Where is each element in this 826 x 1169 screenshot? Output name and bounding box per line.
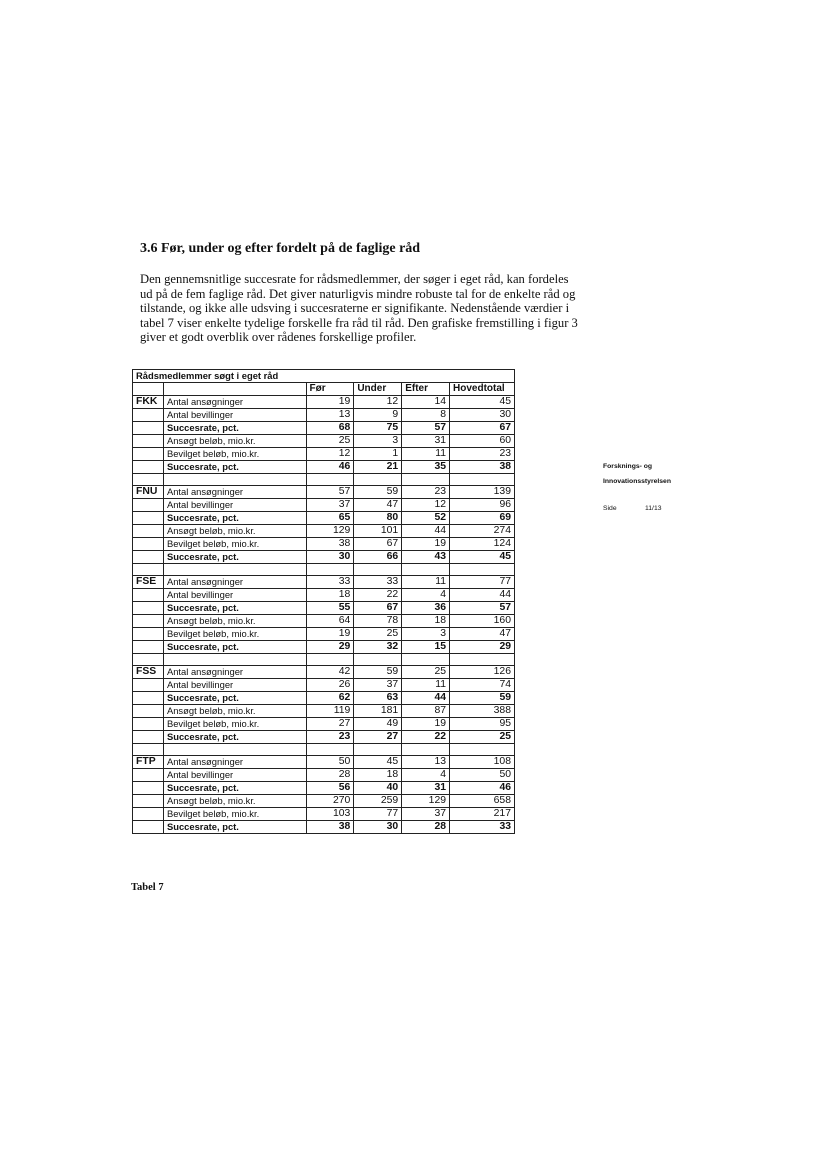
value-cell: 60 [450,435,515,448]
value-cell: 74 [450,679,515,692]
value-cell: 78 [354,615,402,628]
value-cell: 47 [450,628,515,641]
group-cell [133,641,164,654]
value-cell: 108 [450,756,515,769]
value-cell: 217 [450,808,515,821]
value-cell: 126 [450,666,515,679]
value-cell: 139 [450,486,515,499]
value-cell: 11 [402,448,450,461]
value-cell: 23 [450,448,515,461]
empty-cell [402,564,450,576]
empty-cell [306,744,354,756]
empty-cell [133,744,164,756]
value-cell: 25 [306,435,354,448]
value-cell: 37 [354,679,402,692]
value-cell: 28 [402,821,450,834]
group-cell [133,782,164,795]
section-heading: 3.6 Før, under og efter fordelt på de faglige råd [140,241,421,256]
value-cell: 43 [402,551,450,564]
spacer-row [133,654,515,666]
group-cell [133,718,164,731]
value-cell: 36 [402,602,450,615]
table-row [133,769,515,782]
value-cell: 129 [402,795,450,808]
value-cell: 46 [306,461,354,474]
value-cell: 59 [354,666,402,679]
table-row [133,602,515,615]
column-header: Under [354,383,402,396]
group-cell [133,512,164,525]
empty-cell [133,474,164,486]
value-cell: 181 [354,705,402,718]
row-label: Bevilget beløb, mio.kr. [163,448,306,461]
table-row [133,628,515,641]
value-cell: 50 [306,756,354,769]
value-cell: 25 [450,731,515,744]
row-label: Succesrate, pct. [163,641,306,654]
row-label: Succesrate, pct. [163,692,306,705]
value-cell: 29 [450,641,515,654]
table-row [133,448,515,461]
value-cell: 27 [354,731,402,744]
value-cell: 59 [354,486,402,499]
spacer-row [133,474,515,486]
group-cell [133,589,164,602]
group-cell [133,769,164,782]
page-label: Side [603,505,617,512]
empty-cell [354,564,402,576]
empty-cell [163,744,306,756]
value-cell: 8 [402,409,450,422]
group-cell [133,795,164,808]
column-header: Hovedtotal [450,383,515,396]
group-cell [133,602,164,615]
value-cell: 77 [450,576,515,589]
table-row [133,396,515,409]
value-cell: 12 [402,499,450,512]
value-cell: 33 [450,821,515,834]
row-label: Antal bevillinger [163,589,306,602]
empty-cell [450,474,515,486]
value-cell: 69 [450,512,515,525]
value-cell: 11 [402,576,450,589]
empty-cell [133,654,164,666]
group-code: FTP [133,756,164,769]
value-cell: 37 [306,499,354,512]
table-row [133,679,515,692]
value-cell: 33 [306,576,354,589]
group-code: FKK [133,396,164,409]
value-cell: 62 [306,692,354,705]
group-cell [133,615,164,628]
header-empty-cell [133,383,164,396]
table-row [133,782,515,795]
value-cell: 31 [402,435,450,448]
group-code: FNU [133,486,164,499]
value-cell: 44 [450,589,515,602]
empty-cell [306,474,354,486]
value-cell: 67 [354,602,402,615]
spacer-row [133,744,515,756]
row-label: Antal bevillinger [163,679,306,692]
row-label: Ansøgt beløb, mio.kr. [163,615,306,628]
value-cell: 274 [450,525,515,538]
header-empty-cell [163,383,306,396]
value-cell: 11 [402,679,450,692]
value-cell: 3 [354,435,402,448]
table-row [133,666,515,679]
value-cell: 27 [306,718,354,731]
row-label: Antal ansøgninger [163,756,306,769]
column-header: Efter [402,383,450,396]
value-cell: 23 [306,731,354,744]
table-row [133,808,515,821]
value-cell: 59 [450,692,515,705]
empty-cell [354,474,402,486]
table-row [133,821,515,834]
value-cell: 57 [402,422,450,435]
group-cell [133,679,164,692]
empty-cell [163,564,306,576]
value-cell: 15 [402,641,450,654]
row-label: Bevilget beløb, mio.kr. [163,718,306,731]
group-cell [133,628,164,641]
value-cell: 50 [450,769,515,782]
value-cell: 42 [306,666,354,679]
group-cell [133,435,164,448]
value-cell: 23 [402,486,450,499]
value-cell: 38 [306,538,354,551]
group-code: FSE [133,576,164,589]
empty-cell [450,744,515,756]
data-table [132,369,515,834]
empty-cell [402,654,450,666]
value-cell: 18 [402,615,450,628]
row-label: Bevilget beløb, mio.kr. [163,808,306,821]
group-cell [133,705,164,718]
empty-cell [306,564,354,576]
value-cell: 67 [450,422,515,435]
value-cell: 35 [402,461,450,474]
row-label: Succesrate, pct. [163,422,306,435]
row-label: Antal bevillinger [163,409,306,422]
row-label: Succesrate, pct. [163,461,306,474]
column-header: Før [306,383,354,396]
value-cell: 32 [354,641,402,654]
group-code: FSS [133,666,164,679]
value-cell: 77 [354,808,402,821]
table-row [133,795,515,808]
row-label: Ansøgt beløb, mio.kr. [163,705,306,718]
empty-cell [163,654,306,666]
row-label: Succesrate, pct. [163,782,306,795]
value-cell: 38 [450,461,515,474]
group-cell [133,422,164,435]
value-cell: 66 [354,551,402,564]
value-cell: 45 [450,551,515,564]
page-indicator [603,505,662,512]
table-row [133,692,515,705]
value-cell: 87 [402,705,450,718]
empty-cell [133,564,164,576]
value-cell: 30 [306,551,354,564]
row-label: Succesrate, pct. [163,602,306,615]
value-cell: 95 [450,718,515,731]
spacer-row [133,564,515,576]
value-cell: 13 [402,756,450,769]
value-cell: 63 [354,692,402,705]
value-cell: 52 [402,512,450,525]
table-row [133,461,515,474]
row-label: Ansøgt beløb, mio.kr. [163,795,306,808]
table-row [133,499,515,512]
empty-cell [402,744,450,756]
value-cell: 388 [450,705,515,718]
table-row [133,435,515,448]
row-label: Ansøgt beløb, mio.kr. [163,435,306,448]
table-row [133,756,515,769]
table-row [133,731,515,744]
row-label: Antal ansøgninger [163,486,306,499]
group-cell [133,692,164,705]
value-cell: 47 [354,499,402,512]
value-cell: 13 [306,409,354,422]
table-row [133,589,515,602]
row-label: Succesrate, pct. [163,731,306,744]
row-label: Antal ansøgninger [163,576,306,589]
value-cell: 44 [402,692,450,705]
value-cell: 26 [306,679,354,692]
value-cell: 119 [306,705,354,718]
table-caption-row [133,370,515,383]
group-cell [133,808,164,821]
value-cell: 4 [402,589,450,602]
group-cell [133,409,164,422]
value-cell: 18 [306,589,354,602]
value-cell: 22 [354,589,402,602]
empty-cell [354,744,402,756]
value-cell: 33 [354,576,402,589]
value-cell: 19 [306,628,354,641]
value-cell: 67 [354,538,402,551]
value-cell: 45 [354,756,402,769]
value-cell: 80 [354,512,402,525]
value-cell: 12 [354,396,402,409]
group-cell [133,525,164,538]
empty-cell [450,654,515,666]
value-cell: 44 [402,525,450,538]
table-header-row [133,383,515,396]
row-label: Antal ansøgninger [163,396,306,409]
group-cell [133,499,164,512]
value-cell: 49 [354,718,402,731]
table-row [133,538,515,551]
row-label: Bevilget beløb, mio.kr. [163,628,306,641]
value-cell: 101 [354,525,402,538]
table-row [133,641,515,654]
value-cell: 160 [450,615,515,628]
table-row [133,718,515,731]
group-cell [133,731,164,744]
value-cell: 21 [354,461,402,474]
table-row [133,486,515,499]
table-label: Tabel 7 [131,882,164,893]
value-cell: 3 [402,628,450,641]
value-cell: 96 [450,499,515,512]
page-number: 11/13 [645,505,662,512]
value-cell: 75 [354,422,402,435]
value-cell: 38 [306,821,354,834]
row-label: Antal bevillinger [163,769,306,782]
table-row [133,705,515,718]
value-cell: 45 [450,396,515,409]
empty-cell [450,564,515,576]
table-caption: Rådsmedlemmer søgt i eget råd [133,370,515,383]
value-cell: 55 [306,602,354,615]
group-cell [133,448,164,461]
table-row [133,512,515,525]
value-cell: 25 [402,666,450,679]
value-cell: 103 [306,808,354,821]
table-row [133,615,515,628]
value-cell: 658 [450,795,515,808]
value-cell: 30 [354,821,402,834]
table-row [133,422,515,435]
value-cell: 12 [306,448,354,461]
table-row [133,576,515,589]
row-label: Ansøgt beløb, mio.kr. [163,525,306,538]
value-cell: 56 [306,782,354,795]
value-cell: 14 [402,396,450,409]
empty-cell [402,474,450,486]
value-cell: 46 [450,782,515,795]
value-cell: 19 [402,538,450,551]
value-cell: 65 [306,512,354,525]
value-cell: 57 [306,486,354,499]
value-cell: 64 [306,615,354,628]
table-row [133,525,515,538]
value-cell: 19 [306,396,354,409]
value-cell: 4 [402,769,450,782]
row-label: Succesrate, pct. [163,821,306,834]
value-cell: 22 [402,731,450,744]
value-cell: 28 [306,769,354,782]
value-cell: 19 [402,718,450,731]
value-cell: 18 [354,769,402,782]
table-row [133,551,515,564]
group-cell [133,461,164,474]
org-name-line2: Innovationsstyrelsen [603,478,671,485]
table-row [133,409,515,422]
value-cell: 1 [354,448,402,461]
value-cell: 124 [450,538,515,551]
row-label: Succesrate, pct. [163,551,306,564]
value-cell: 57 [450,602,515,615]
row-label: Bevilget beløb, mio.kr. [163,538,306,551]
value-cell: 40 [354,782,402,795]
value-cell: 37 [402,808,450,821]
value-cell: 270 [306,795,354,808]
group-cell [133,538,164,551]
value-cell: 9 [354,409,402,422]
row-label: Antal bevillinger [163,499,306,512]
value-cell: 259 [354,795,402,808]
row-label: Succesrate, pct. [163,512,306,525]
value-cell: 68 [306,422,354,435]
row-label: Antal ansøgninger [163,666,306,679]
group-cell [133,821,164,834]
value-cell: 25 [354,628,402,641]
value-cell: 129 [306,525,354,538]
value-cell: 31 [402,782,450,795]
empty-cell [163,474,306,486]
value-cell: 29 [306,641,354,654]
org-name-line1: Forsknings- og [603,463,653,470]
group-cell [133,551,164,564]
empty-cell [354,654,402,666]
empty-cell [306,654,354,666]
value-cell: 30 [450,409,515,422]
body-paragraph: Den gennemsnitlige succesrate for rådsmedlemmer, der søger i eget råd, kan fordeles ud på de fem faglige råd. Det giver naturligvis mindre robuste tal for de enkelte råd og tilstande, og ikke alle udsving i succesraterne er signifikante. Nedenstående værdier i tabel 7 viser enkelte tydelige forskelle fra råd til råd. Den grafiske fremstilling i figur 3 giver et godt overblik over rådenes forskellige profiler. [140,272,578,345]
